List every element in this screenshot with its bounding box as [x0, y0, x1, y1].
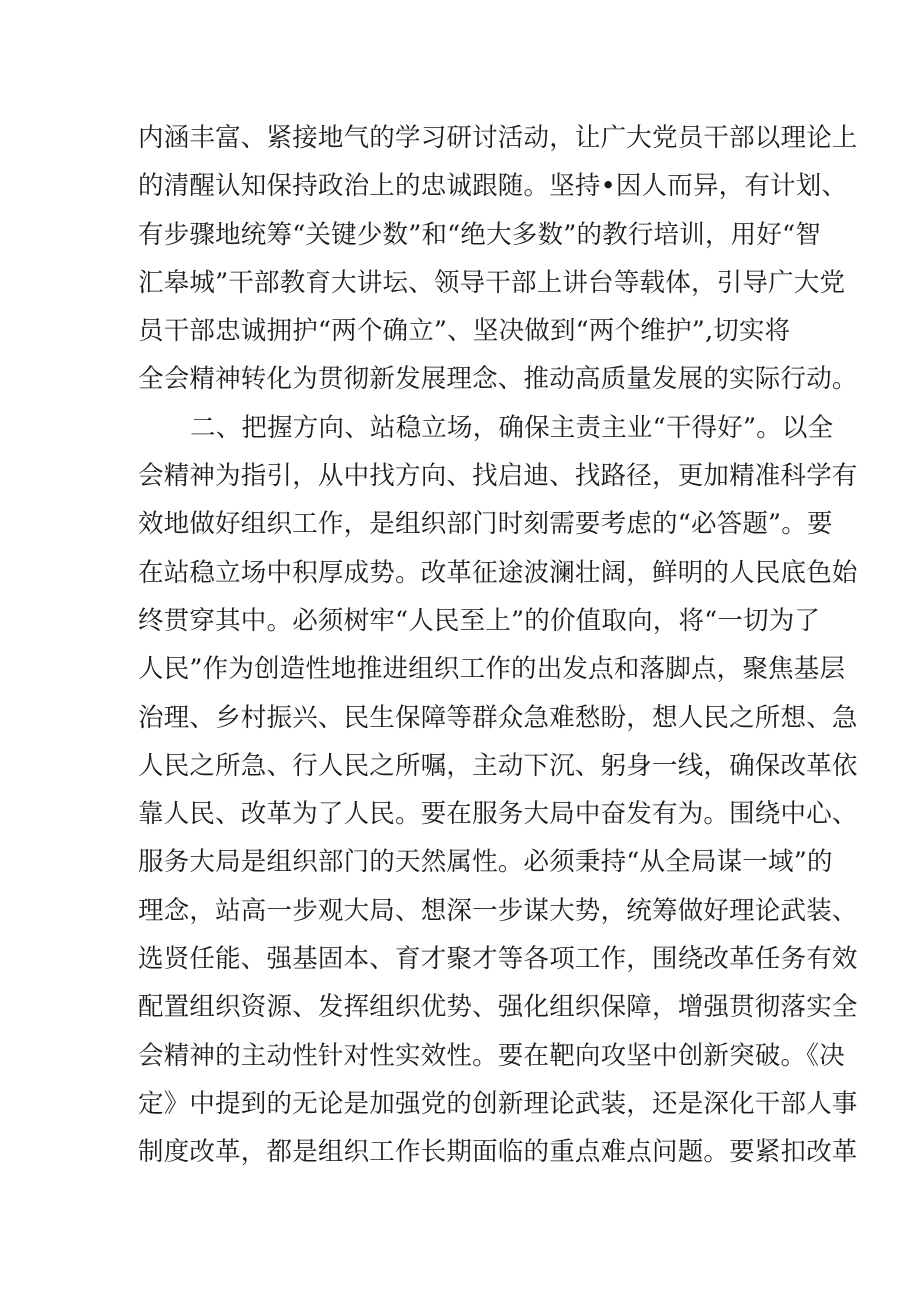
text-line: 终贯穿其中。必须树牢“人民至上”的价值取向，将“一切为了 [138, 605, 821, 636]
text-line: 人民”作为创造性地推进组织工作的出发点和落脚点，聚焦基层 [138, 654, 846, 685]
text-line: 治理、乡村振兴、民生保障等群众急难愁盼，想人民之所想、急 [138, 702, 858, 733]
text-line: 服务大局是组织部门的天然属性。必须秉持“从全局谋一域”的 [138, 847, 833, 878]
text-line: 汇皋城”干部教育大讲坛、领导干部上讲台等载体，引导广大党 [138, 267, 846, 298]
text-line: 效地做好组织工作，是组织部门时刻需要考虑的“必答题”。要 [138, 509, 833, 540]
text-line: 配置组织资源、发挥组织优势、强化组织保障，增强贯彻落实全 [138, 992, 858, 1023]
text-line: 内涵丰富、紧接地气的学习研讨活动，让广大党员干部以理论上 [138, 123, 858, 153]
text-line: 制度改革，都是组织工作长期面临的重点难点问题。要紧扣改革 [138, 1137, 858, 1168]
text-line: 理念，站高一步观大局、想深一步谋大势，统筹做好理论武装、 [138, 895, 858, 926]
text-line: 会精神为指引，从中找方向、找启迪、找路径，更加精准科学有 [138, 461, 858, 492]
text-line: 定》中提到的无论是加强党的创新理论武装，还是深化干部人事 [138, 1088, 858, 1119]
body-text [138, 114, 858, 1177]
text-line: 有步骤地统筹“关键少数”和“绝大多数”的教行培训，用好“智 [138, 219, 821, 250]
text-line: 在站稳立场中积厚成势。改革征途波澜壮阔，鲜明的人民底色始 [138, 557, 858, 588]
text-line: 全会精神转化为贯彻新发展理念、推动高质量发展的实际行动。 [138, 364, 858, 395]
text-line: 员干部忠诚拥护“两个确立”、坚决做到“两个维护”,切实将 [138, 316, 791, 347]
text-line: 选贤任能、强基固本、育才聚才等各项工作，围绕改革任务有效 [138, 944, 858, 975]
text-line: 靠人民、改革为了人民。要在服务大局中奋发有为。围绕中心、 [138, 799, 858, 830]
text-line: 人民之所急、行人民之所嘱，主动下沉、躬身一线，确保改革依 [138, 750, 858, 781]
paragraph-start-line: 二、把握方向、站稳立场，确保主责主业“干得好”。以全 [190, 412, 834, 443]
text-line: 会精神的主动性针对性实效性。要在靶向攻坚中创新突破。《决 [138, 1040, 845, 1071]
text-line: 的清醒认知保持政治上的忠诚跟随。坚持•因人而异，有计划、 [138, 171, 848, 202]
